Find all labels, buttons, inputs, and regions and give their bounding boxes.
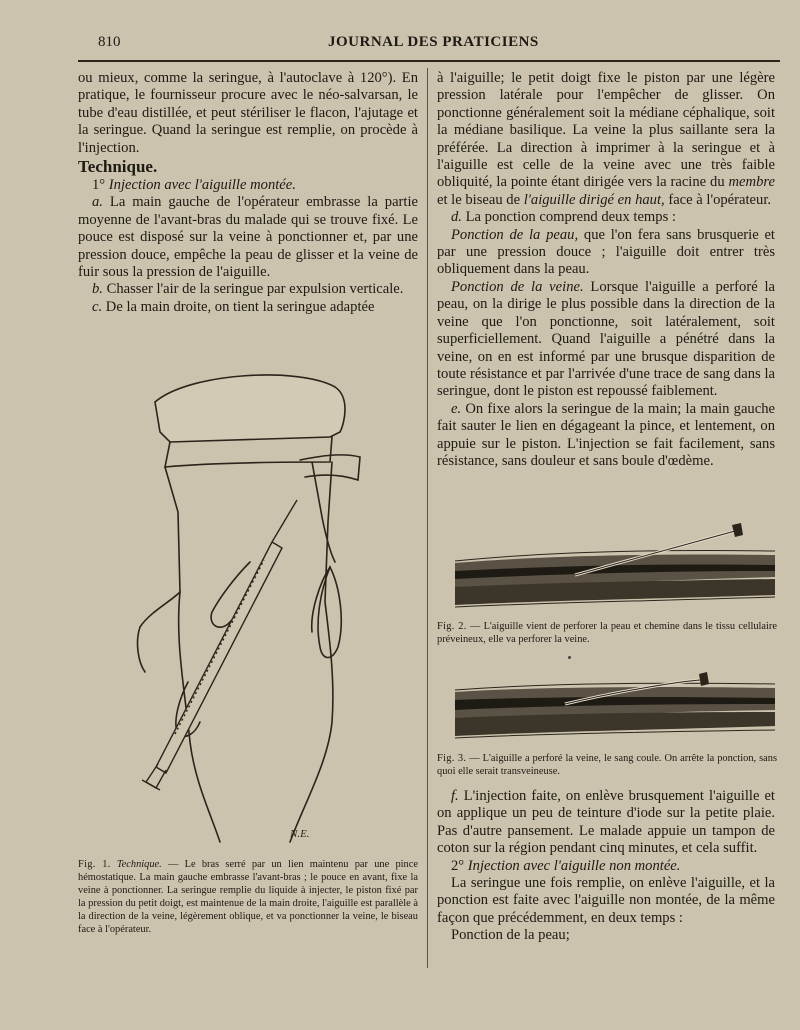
step-e-text: On fixe alors la seringue de la main; la main gauche fait sauter le lien en dégageant la pince, et lentement, on appuie sur le piston. L'injection se fait facilement, sans résistance, sans douleur et sans boule d'œdème.: [437, 400, 775, 469]
step-d-1-title: Ponction de la peau,: [451, 226, 579, 243]
figure-2-caption-text: — L'aiguille vient de perforer la peau et chemine dans le tissu cellulaire préveineux, elle va perforer la veine.: [437, 621, 777, 645]
right-p1-italic-2: l'aiguille dirigé en haut,: [523, 191, 665, 208]
journal-title: JOURNAL DES PRATICIENS: [328, 34, 539, 50]
figure-1-illustration: [100, 362, 420, 852]
step-a: [78, 194, 418, 281]
step-c-text: De la main droite, on tient la seringue adaptée: [105, 298, 375, 315]
right-paragraph-1: [437, 70, 775, 209]
right-bottom-text: [437, 788, 775, 945]
step-c: [78, 299, 418, 316]
step-d-2-title: Ponction de la veine.: [451, 278, 584, 295]
step-a-text: La main gauche de l'opérateur embrasse la partie moyenne de l'avant-bras du malade qui se trouve fixé. Le pouce est disposé sur la veine à ponctionner et, par une pression douce, empêche la peau de glisser et la veine de fuir sous la pression de l'aiguille.: [78, 194, 418, 281]
subsection-2: [437, 858, 775, 875]
step-d-1-text: que l'on fera sans brusquerie et par une pression douce ; l'aiguille doit entrer très obliquement dans la peau.: [437, 226, 775, 278]
step-d-1: [437, 227, 775, 279]
step-a-mark: a.: [92, 194, 103, 211]
subsection-2-title: Injection avec l'aiguille non montée.: [467, 857, 681, 874]
subsection-1: [78, 177, 418, 194]
step-b-mark: b.: [92, 281, 103, 298]
step-d-2: [437, 279, 775, 401]
step-c-mark: c.: [92, 298, 103, 315]
right-p1-a: à l'aiguille; le petit doigt fixe le piston par une légère pression latérale pour l'empêcher de glisser. On ponctionne généralement soit la médiane céphalique, soit la médiane basilique. La veine la plus saillante sera la préférée. La direction à imprimer à la seringue et à l'aiguille est celle de la veine avec une très faible obliquité, la pointe étant dirigée vers la racine du: [437, 70, 775, 191]
subsection-1-number: 1°: [92, 177, 106, 194]
step-d-mark: d.: [451, 209, 462, 226]
subsection-1-title: Injection avec l'aiguille montée.: [108, 177, 296, 194]
figure-1-caption: [78, 858, 418, 936]
figure-3-caption: [437, 752, 777, 778]
step-f: [437, 788, 775, 858]
step-d-2-text: Lorsque l'aiguille a perforé la peau, on la dirige le plus possible dans la direction de la veine que l'on ponctionne, soit latéralement, soit superficiellement. Quand l'aiguille a pénétré dans la veine, on en est informé par une brusque disparition de toute résistance et par l'arrivée d'une trace de sang dans la seringue, dont le piston est repoussé faiblement.: [437, 278, 775, 400]
right-bottom-paragraph: La seringue une fois remplie, on enlève l'aiguille, et la ponction est faite avec l'aiguille non montée, de la même façon que précédemment, en deux temps :: [437, 875, 775, 926]
left-paragraph-1: ou mieux, comme la seringue, à l'autoclave à 120°). En pratique, le fournisseur procure avec le néo-salvarsan, le tube d'eau distillée, et peut stériliser le flacon, l'ajutage et la seringue. Quand la seringue est remplie, on procède à l'injection.: [78, 70, 418, 156]
figure-3-label: Fig. 3.: [437, 753, 467, 764]
figure-2-label: Fig. 2.: [437, 621, 467, 632]
header-rule: [78, 60, 780, 62]
step-e-mark: e.: [451, 400, 462, 417]
figure-3-illustration: [445, 652, 775, 747]
figure-1-caption-text: — Le bras serré par un lien maintenu par une pince hémostatique. La main gauche embrasse l'avant-bras ; le pouce en avant, fixe la veine à ponctionner. La seringue remplie du liquide à injecter, le piston fixé par la pression du petit doigt, est maintenue de la main droite, l'aiguille est parallèle à la direction de la veine, légèrement oblique, et va ponctionner la veine, le biseau face à l'opérateur.: [78, 859, 418, 935]
step-f-text: L'injection faite, on enlève brusquement l'aiguille et on applique un peu de teinture d'iode sur la petite plaie. Pas d'autre pansement. Le malade appuie un tampon de coton sur la région pendant cinq minutes, et cela suffit.: [437, 788, 775, 857]
figure-1-signature: N.E.: [290, 828, 310, 840]
right-column: [437, 70, 775, 470]
page-number: 810: [98, 34, 121, 50]
step-e: [437, 401, 775, 471]
figure-3-caption-text: — L'aiguille a perforé la veine, le sang coule. On arrête la ponction, sans quoi elle serait transveineuse.: [437, 753, 777, 777]
column-divider: [427, 68, 428, 968]
step-b: [78, 281, 418, 298]
right-p1-c: face à l'opérateur.: [668, 191, 772, 208]
right-bottom-last-line: Ponction de la peau;: [451, 927, 570, 944]
section-heading: Technique.: [78, 157, 158, 177]
page-header: [78, 32, 778, 58]
figure-2-caption: [437, 620, 777, 646]
step-b-text: Chasser l'air de la seringue par expulsion verticale.: [106, 281, 404, 298]
subsection-2-number: 2°: [451, 857, 465, 874]
figure-1-label: Fig. 1.: [78, 859, 111, 870]
step-d: [437, 209, 775, 226]
figure-2-illustration: [445, 515, 775, 615]
left-column: [78, 70, 418, 316]
step-d-text: La ponction comprend deux temps :: [465, 209, 676, 226]
figure-1-caption-title: Technique.: [116, 859, 162, 870]
right-p1-italic-1: membre: [728, 174, 775, 191]
step-f-mark: f.: [451, 788, 459, 804]
right-p1-b: et le biseau de: [437, 191, 521, 208]
